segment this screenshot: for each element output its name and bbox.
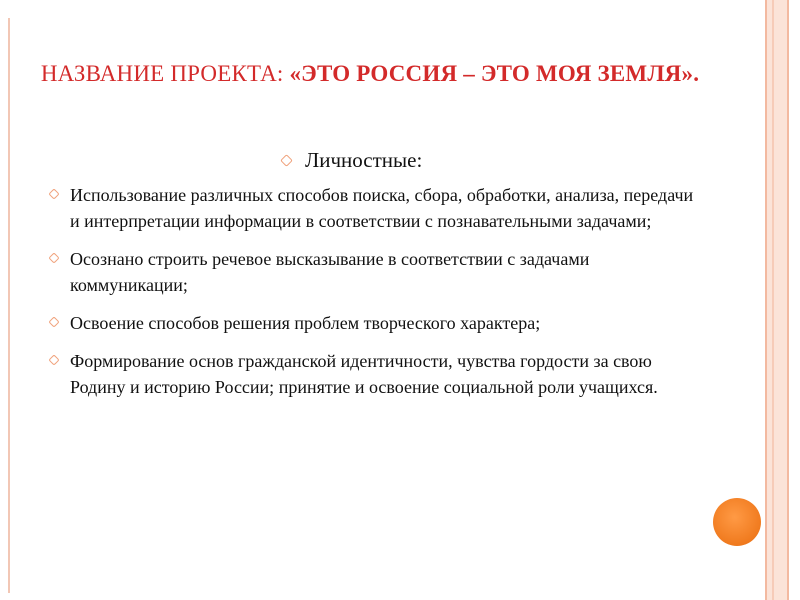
list-item-text: Освоение способов решения проблем творческого характера; [70, 313, 541, 333]
list-item [40, 182, 700, 234]
list-item [40, 246, 700, 298]
diamond-bullet-icon [48, 316, 59, 327]
list-item-text: Осознано строить речевое высказывание в соответствии с задачами коммуникации; [70, 249, 590, 295]
right-decorative-band [765, 0, 789, 600]
left-decorative-line [8, 18, 10, 593]
list-item-text: Формирование основ гражданской идентичности, чувства гордости за свою Родину и историю России; принятие и освоение социальной роли учащихся. [70, 351, 658, 397]
subheading [282, 148, 422, 173]
title-prefix: НАЗВАНИЕ ПРОЕКТА: [40, 61, 290, 86]
orange-circle-icon [713, 498, 761, 546]
subheading-label: Личностные: [305, 148, 423, 172]
diamond-bullet-icon [48, 188, 59, 199]
diamond-bullet-icon [48, 354, 59, 365]
list-item-text: Использование различных способов поиска, сбора, обработки, анализа, передачи и интерпретации информации в соответствии с познавательными задачами; [70, 185, 694, 231]
list-item [40, 348, 700, 400]
list-item [40, 310, 700, 336]
diamond-bullet-icon [48, 252, 59, 263]
title-main: «ЭТО РОССИЯ – ЭТО МОЯ ЗЕМЛЯ». [289, 61, 700, 86]
diamond-bullet-icon [280, 154, 293, 167]
bullet-list [40, 182, 700, 412]
right-decorative-inner-line [772, 0, 774, 600]
slide-title [40, 58, 700, 90]
